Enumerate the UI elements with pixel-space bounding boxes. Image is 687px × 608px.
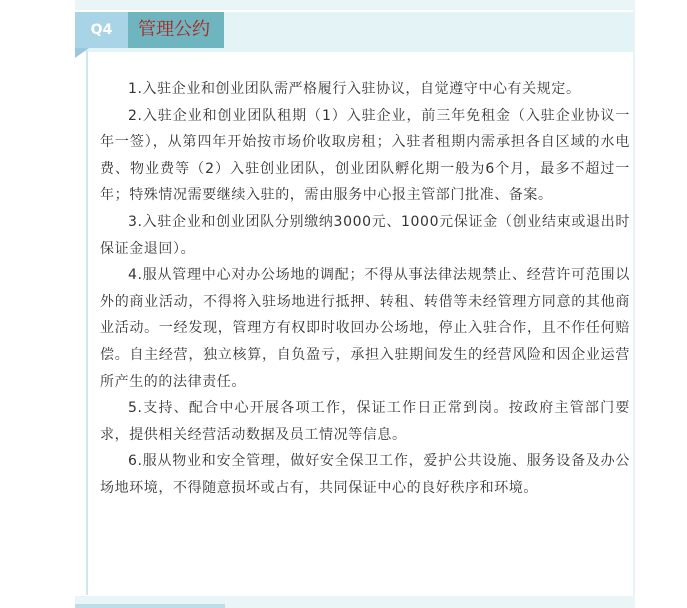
- section-number-tag: Q4: [75, 12, 128, 48]
- rule-paragraph-4: 4.服从管理中心对办公场地的调配；不得从事法律法规禁止、经营许可范围以外的商业活动，不得将入驻场地进行抵押、转租、转借等未经管理方同意的其他商业活动。一经发现，管理方有权即时收回办公场地，停止入驻合作，且不作任何赔偿。自主经营，独立核算，自负盈亏，承担入驻期间发生的经营风险和因企业运营所产生的的法律责任。: [100, 267, 630, 390]
- left-guide-line: [86, 50, 88, 595]
- rule-paragraph-1: 1.入驻企业和创业团队需严格履行入驻协议，自觉遵守中心有关规定。: [128, 81, 581, 97]
- right-guide-line: [633, 10, 635, 600]
- bottom-tag-decor: [75, 604, 225, 608]
- rules-content: [100, 76, 630, 502]
- rule-paragraph-6: 6.服从物业和安全管理，做好安全保卫工作，爱护公共设施、服务设备及办公场地环境，不得随意损坏或占有，共同保证中心的良好秩序和环境。: [100, 453, 630, 496]
- top-decor-strip: [75, 0, 635, 10]
- rule-paragraph-3: 3.入驻企业和创业团队分别缴纳3000元、1000元保证金（创业结束或退出时保证金退回）。: [100, 213, 630, 257]
- rule-paragraph-2: 2.入驻企业和创业团队租期（1）入驻企业，前三年免租金（入驻企业协议一年一签），从第四年开始按市场价收取房租；入驻者租期内需承担各自区域的水电费、物业费等（2）入驻创业团队，创业团队孵化期一般为6个月，最多不超过一年；特殊情况需要继续入驻的，需由服务中心报主管部门批准、备案。: [100, 107, 630, 204]
- section-title: 管理公约: [138, 19, 210, 40]
- rule-paragraph-5: 5.支持、配合中心开展各项工作，保证工作日正常到岗。按政府主管部门要求，提供相关经营活动数据及员工情况等信息。: [100, 400, 630, 443]
